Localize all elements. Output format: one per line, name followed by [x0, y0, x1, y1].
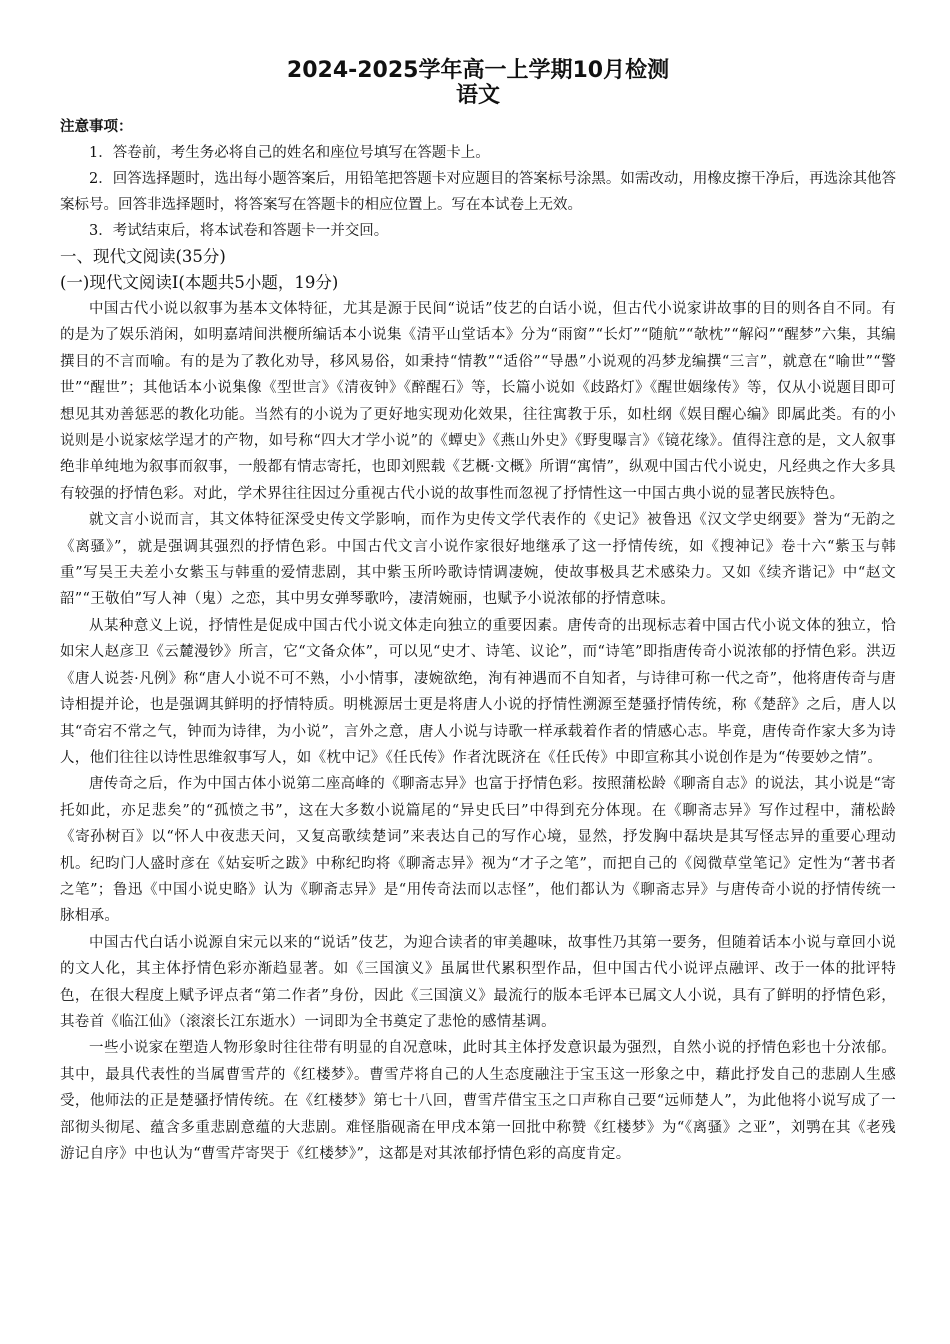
section-subheading-reading-1: (一)现代文阅读Ⅰ(本题共5小题，19分) — [60, 273, 339, 292]
section-heading-modern-reading: 一、现代文阅读(35分) — [60, 247, 226, 266]
passage-paragraph-3: 从某种意义上说，抒情性是促成中国古代小说文体走向独立的重要因素。唐传奇的出现标志着中国古代小说文体的独立，恰如宋人赵彦卫《云麓漫钞》所言，它“文备众体”，可以见“史才、诗笔、议论”，而“诗笔”即指唐传奇小说浓郁的抒情色彩。洪迈《唐人说荟·凡例》称“唐人小说不可不熟，小小情事，凄婉欲绝，洵有神遇而不自知者，与诗律可称一代之奇”，他将唐传奇与唐诗相提并论，也是强调其鲜明的抒情特质。明桃源居士更是将唐人小说的抒情性溯源至楚骚抒情传统，称《楚辞》之后，唐人以其“奇宕不常之气，钟而为诗律，为小说”，言外之意，唐人小说与诗歌一样承载着作者的情感心志。毕竟，唐传奇作家大多为诗人，他们往往以诗性思维叙事写人，如《枕中记》《任氏传》作者沈既济在《任氏传》中即宣称其小说创作是为“传要妙之情”。 — [60, 617, 896, 766]
passage-paragraph-6: 一些小说家在塑造人物形象时往往带有明显的自况意味，此时其主体抒发意识最为强烈，自然小说的抒情色彩也十分浓郁。其中，最具代表性的当属曹雪芹的《红楼梦》。曹雪芹将自己的人生态度融注于宝玉这一形象之中，藉此抒发自己的悲剧人生感受，他师法的正是楚骚抒情传统。在《红楼梦》第七十八回，曹雪芹借宝玉之口声称自己要“远师楚人”，为此他将小说写成了一部彻头彻尾、蕴含多重悲剧意蕴的大悲剧。难怪脂砚斋在甲戌本第一回批中称赞《红楼梦》为“《离骚》之亚”，刘鹗在其《老残游记自序》中也认为“曹雪芹寄哭于《红楼梦》”，这都是对其浓郁抒情色彩的高度肯定。 — [60, 1040, 896, 1162]
exam-title: 2024-2025学年高一上学期10月检测 — [286, 58, 670, 83]
notice-item-1: 1．答卷前，考生务必将自己的姓名和座位号填写在答题卡上。 — [89, 145, 490, 161]
passage-paragraph-1: 中国古代小说以叙事为基本文体特征，尤其是源于民间“说话”伎艺的白话小说，但古代小说家讲故事的目的则各自不同。有的是为了娱乐消闲，如明嘉靖间洪楩所编话本小说集《清平山堂话本》分为“雨窗”“长灯”“随航”“欹枕”“解闷”“醒梦”六集，其编撰目的不言而喻。有的是为了教化劝导，移风易俗，如秉持“情教”“适俗”“导愚”小说观的冯梦龙编撰“三言”，就意在“喻世”“警世”“醒世”；其他话本小说集像《型世言》《清夜钟》《醉醒石》等，长篇小说如《歧路灯》《醒世姻缘传》等，仅从小说题目即可想见其劝善惩恶的教化功能。当然有的小说为了更好地实现劝化效果，往往寓教于乐，如杜纲《娱目醒心编》即属此类。有的小说则是小说家炫学逞才的产物，如号称“四大才学小说”的《蟫史》《燕山外史》《野叟曝言》《镜花缘》。值得注意的是，文人叙事绝非单纯地为叙事而叙事，一般都有情志寄托，也即刘熙载《艺概·文概》所谓“寓情”，纵观中国古代小说史，凡经典之作大多具有较强的抒情色彩。对此，学术界往往因过分重视古代小说的故事性而忽视了抒情性这一中国古典小说的显著民族特色。 — [60, 301, 896, 502]
exam-subject: 语文 — [455, 83, 500, 108]
notice-item-2: 2．回答选择题时，选出每小题答案后，用铅笔把答题卡对应题目的答案标号涂黑。如需改动，用橡皮擦干净后，再选涂其他答案标号。回答非选择题时，将答案写在答题卡的相应位置上。写在本试卷上无效。 — [60, 171, 896, 213]
notice-item-3: 3．考试结束后，将本试卷和答题卡一并交回。 — [89, 223, 389, 239]
notice-heading: 注意事项： — [60, 119, 133, 135]
passage-paragraph-5: 中国古代白话小说源自宋元以来的“说话”伎艺，为迎合读者的审美趣味，故事性乃其第一要务，但随着话本小说与章回小说的文人化，其主体抒情色彩亦渐趋显著。如《三国演义》虽属世代累积型作品，但中国古代小说评点融评、改于一体的批评特色，在很大程度上赋予评点者“第二作者”身份，因此《三国演义》最流行的版本毛评本已属文人小说，具有了鲜明的抒情色彩，其卷首《临江仙》（滚滚长江东逝水）一词即为全书奠定了悲怆的感情基调。 — [60, 934, 896, 1030]
passage-paragraph-2: 就文言小说而言，其文体特征深受史传文学影响，而作为史传文学代表作的《史记》被鲁迅《汉文学史纲要》誉为“无韵之《离骚》”，就是强调其强烈的抒情色彩。中国古代文言小说作家很好地继承了这一抒情传统，如《搜神记》卷十六“紫玉与韩重”写吴王夫差小女紫玉与韩重的爱情悲剧，其中紫玉所吟歌诗情调凄婉，使故事极具艺术感染力。又如《续齐谐记》中“赵文韶”“王敬伯”写人神（鬼）之恋，其中男女弹琴歌吟，凄清婉丽，也赋予小说浓郁的抒情意味。 — [60, 512, 896, 608]
passage-paragraph-4: 唐传奇之后，作为中国古体小说第二座高峰的《聊斋志异》也富于抒情色彩。按照蒲松龄《聊斋自志》的说法，其小说是“寄托如此，亦足悲矣”的“孤愤之书”，这在大多数小说篇尾的“异史氏曰”中得到充分体现。在《聊斋志异》写作过程中，蒲松龄《寄孙树百》以“怀人中夜悲天问，又复高歌续楚词”来表达自己的写作心境，显然，抒发胸中磊块是其写怪志异的重要心理动机。纪昀门人盛时彦在《姑妄听之跋》中称纪昀将《聊斋志异》视为“才子之笔”，而把自己的《阅微草堂笔记》定性为“著书者之笔”；鲁迅《中国小说史略》认为《聊斋志异》是“用传奇法而以志怪”，他们都认为《聊斋志异》与唐传奇小说的抒情传统一脉相承。 — [60, 776, 896, 925]
